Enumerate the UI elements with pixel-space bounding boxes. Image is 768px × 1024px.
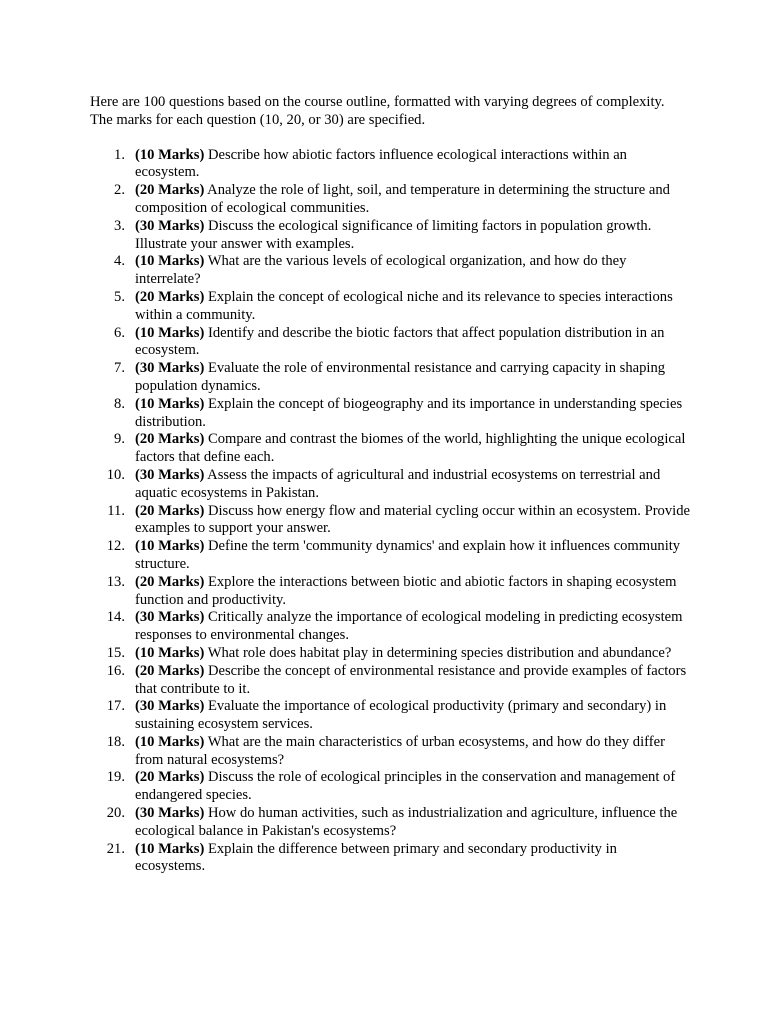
question-item bbox=[90, 431, 690, 467]
question-item bbox=[90, 769, 690, 805]
question-marks: (10 Marks) bbox=[135, 644, 205, 661]
question-marks: (20 Marks) bbox=[135, 662, 205, 679]
question-number: 16. bbox=[106, 662, 125, 679]
question-marks: (10 Marks) bbox=[135, 538, 205, 555]
question-text: Compare and contrast the biomes of the world, highlighting the unique ecological factors that define each. bbox=[135, 431, 686, 466]
question-number: 17. bbox=[106, 698, 125, 715]
question-text: Describe the concept of environmental resistance and provide examples of factors that contribute to it. bbox=[135, 662, 687, 697]
question-item bbox=[90, 841, 690, 877]
question-text: Discuss how energy flow and material cycling occur within an ecosystem. Provide examples to support your answer. bbox=[135, 502, 690, 537]
question-number: 1. bbox=[114, 146, 125, 163]
question-number: 6. bbox=[114, 324, 125, 341]
question-item bbox=[90, 734, 690, 770]
question-item bbox=[90, 805, 690, 841]
question-marks: (10 Marks) bbox=[135, 253, 205, 270]
question-text: Explore the interactions between biotic and abiotic factors in shaping ecosystem function and productivity. bbox=[135, 573, 677, 608]
question-text: Discuss the ecological significance of limiting factors in population growth. Illustrate your answer with examples. bbox=[135, 217, 652, 252]
question-text: Discuss the role of ecological principles in the conservation and management of endangered species. bbox=[135, 769, 676, 804]
question-item bbox=[90, 289, 690, 325]
question-number: 15. bbox=[106, 644, 125, 661]
intro-paragraph: Here are 100 questions based on the course outline, formatted with varying degrees of complexity. The marks for each question (10, 20, or 30) are specified. bbox=[90, 94, 665, 128]
question-text: What are the main characteristics of urban ecosystems, and how do they differ from natural ecosystems? bbox=[135, 733, 665, 768]
question-text: What are the various levels of ecological organization, and how do they interrelate? bbox=[135, 253, 627, 288]
question-number: 12. bbox=[106, 538, 125, 555]
question-item bbox=[90, 698, 690, 734]
question-number: 18. bbox=[106, 733, 125, 750]
question-item bbox=[90, 325, 690, 361]
question-text: Identify and describe the biotic factors that affect population distribution in an ecosystem. bbox=[135, 324, 665, 359]
question-marks: (10 Marks) bbox=[135, 840, 205, 857]
question-marks: (10 Marks) bbox=[135, 146, 205, 163]
question-text: Critically analyze the importance of ecological modeling in predicting ecosystem responses to environmental changes. bbox=[135, 609, 683, 644]
question-item bbox=[90, 182, 690, 218]
question-marks: (10 Marks) bbox=[135, 395, 205, 412]
question-item bbox=[90, 538, 690, 574]
question-marks: (30 Marks) bbox=[135, 217, 205, 234]
question-item bbox=[90, 396, 690, 432]
question-number: 2. bbox=[114, 182, 125, 199]
question-item bbox=[90, 503, 690, 539]
question-text: Analyze the role of light, soil, and temperature in determining the structure and composition of ecological communities. bbox=[135, 182, 670, 216]
question-marks: (20 Marks) bbox=[135, 431, 205, 448]
question-text: How do human activities, such as industrialization and agriculture, influence the ecological balance in Pakistan's ecosystems? bbox=[135, 805, 678, 839]
question-marks: (20 Marks) bbox=[135, 573, 205, 590]
question-item bbox=[90, 574, 690, 610]
question-text: Describe how abiotic factors influence ecological interactions within an ecosystem. bbox=[135, 146, 627, 181]
question-number: 10. bbox=[106, 466, 125, 483]
question-marks: (20 Marks) bbox=[135, 182, 205, 199]
question-marks: (20 Marks) bbox=[135, 288, 205, 305]
question-text: Evaluate the importance of ecological productivity (primary and secondary) in sustaining ecosystem services. bbox=[135, 698, 667, 733]
question-marks: (30 Marks) bbox=[135, 466, 205, 483]
question-number: 3. bbox=[114, 217, 125, 234]
question-marks: (30 Marks) bbox=[135, 360, 205, 377]
question-number: 4. bbox=[114, 253, 125, 270]
question-marks: (10 Marks) bbox=[135, 733, 205, 750]
question-text: Explain the difference between primary and secondary productivity in ecosystems. bbox=[135, 840, 617, 875]
question-item bbox=[90, 663, 690, 699]
question-text: Explain the concept of biogeography and its importance in understanding species distribution. bbox=[135, 395, 683, 430]
question-item bbox=[90, 467, 690, 503]
question-number: 13. bbox=[106, 573, 125, 590]
question-number: 11. bbox=[107, 502, 125, 519]
question-number: 9. bbox=[114, 431, 125, 448]
question-number: 5. bbox=[114, 288, 125, 305]
question-number: 19. bbox=[106, 769, 125, 786]
question-item bbox=[90, 253, 690, 289]
question-number: 14. bbox=[106, 609, 125, 626]
question-text: Evaluate the role of environmental resistance and carrying capacity in shaping population dynamics. bbox=[135, 360, 666, 394]
question-marks: (20 Marks) bbox=[135, 502, 205, 519]
document-page bbox=[90, 94, 690, 876]
question-text: Define the term 'community dynamics' and explain how it influences community structure. bbox=[135, 538, 681, 572]
question-item bbox=[90, 609, 690, 645]
question-marks: (30 Marks) bbox=[135, 805, 205, 822]
question-text: Explain the concept of ecological niche and its relevance to species interactions within a community. bbox=[135, 288, 673, 323]
question-text: What role does habitat play in determining species distribution and abundance? bbox=[204, 644, 672, 661]
question-number: 7. bbox=[114, 360, 125, 377]
question-number: 21. bbox=[106, 840, 125, 857]
question-list bbox=[90, 147, 690, 877]
question-marks: (30 Marks) bbox=[135, 698, 205, 715]
question-item bbox=[90, 360, 690, 396]
question-marks: (20 Marks) bbox=[135, 769, 205, 786]
question-marks: (10 Marks) bbox=[135, 324, 205, 341]
question-item bbox=[90, 218, 690, 254]
question-number: 8. bbox=[114, 395, 125, 412]
question-number: 20. bbox=[106, 805, 125, 822]
question-item bbox=[90, 147, 690, 183]
question-text: Assess the impacts of agricultural and industrial ecosystems on terrestrial and aquatic ecosystems in Pakistan. bbox=[135, 466, 661, 501]
question-item bbox=[90, 645, 690, 663]
question-marks: (30 Marks) bbox=[135, 609, 205, 626]
